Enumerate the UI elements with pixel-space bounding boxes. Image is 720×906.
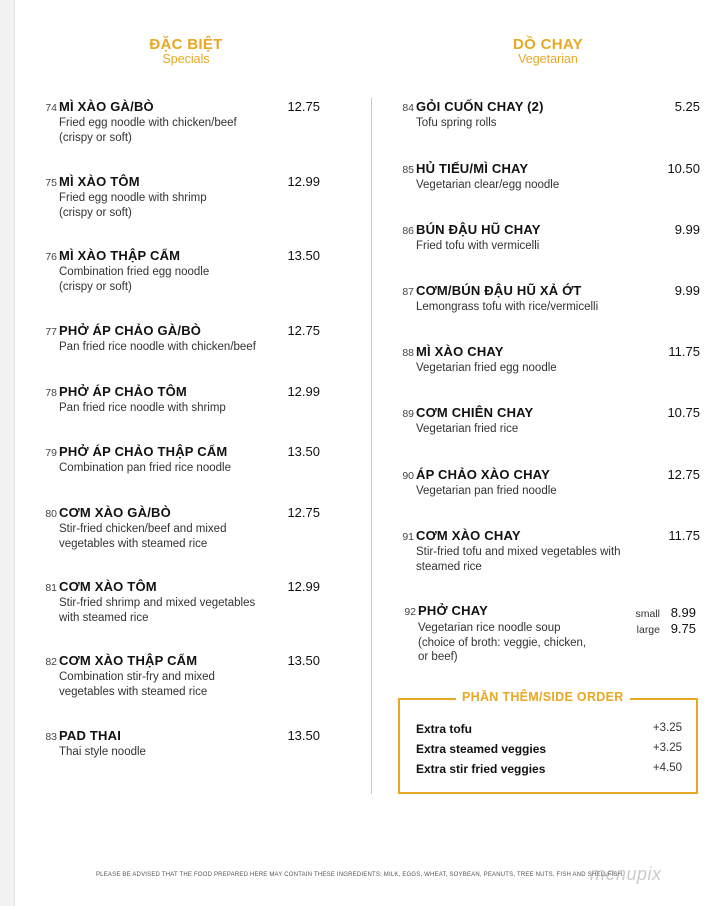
item-name: MÌ XÀO TÔM (59, 174, 140, 189)
item-description-line: (crispy or soft) (59, 280, 132, 293)
item-description (59, 596, 309, 625)
item-description-line: Combination pan fried rice noodle (59, 462, 231, 474)
item-number: 84 (402, 102, 414, 114)
item-number: 85 (402, 164, 414, 176)
item-description (416, 545, 666, 574)
side-order-title: PHẦN THÊM/SIDE ORDER (456, 690, 630, 704)
item-description-line: Stir-fried tofu and mixed vegetables with (416, 546, 621, 558)
item-price: 12.99 (287, 384, 320, 399)
item-price: 12.75 (287, 505, 320, 520)
specials-header (86, 36, 286, 66)
item-description (416, 239, 666, 254)
side-order-price: +4.50 (652, 762, 682, 774)
item-name: PHỞ ÁP CHẢO THẬP CẨM (59, 444, 228, 459)
item-price: 12.99 (287, 174, 320, 189)
item-description-line: Tofu spring rolls (416, 117, 497, 129)
item-number: 79 (45, 447, 57, 459)
item-name: PAD THAI (59, 728, 122, 743)
item-description-line: Fried egg noodle with shrimp (59, 192, 207, 204)
item-description-line: Thai style noodle (59, 746, 146, 758)
item-description-line: steamed rice (416, 560, 482, 573)
allergen-disclaimer: PLEASE BE ADVISED THAT THE FOOD PREPARED HERE MAY CONTAIN THESE INGREDIENTS: MILK, EGGS, WHEAT, SOYBEAN, PEANUTS, TREE NUTS, FISH AND SHELLFISH. (95, 872, 625, 878)
item-description (59, 670, 309, 699)
item-name: PHỞ CHAY (418, 603, 489, 618)
item-number: 74 (45, 102, 57, 114)
item-name: MÌ XÀO CHAY (416, 344, 504, 359)
item-number: 89 (402, 408, 414, 420)
item-description (418, 621, 628, 665)
item-name: CƠM XÀO GÀ/BÒ (59, 505, 171, 520)
item-price: 10.50 (667, 161, 700, 176)
side-order-price: +3.25 (652, 722, 682, 734)
item-number: 75 (45, 177, 57, 189)
item-description (416, 361, 666, 376)
item-price: 11.75 (668, 528, 700, 543)
item-price: 11.75 (668, 344, 700, 359)
item-price: 12.99 (287, 579, 320, 594)
item-name: CƠM XÀO TÔM (59, 579, 157, 594)
vegetarian-title-en: Vegetarian (518, 52, 578, 66)
item-description (416, 484, 666, 499)
specials-title-en: Specials (162, 52, 210, 66)
item-name: HỦ TIẾU/MÌ CHAY (416, 161, 529, 176)
specials-title-vi: ĐẶC BIỆT (149, 36, 223, 53)
item-price: 5.25 (674, 99, 700, 114)
vegetarian-header (448, 36, 648, 66)
item-number: 76 (45, 251, 57, 263)
item-number: 77 (45, 326, 57, 338)
item-description-line: Fried tofu with vermicelli (416, 240, 540, 252)
item-name: CƠM XÀO CHAY (416, 528, 521, 543)
item-description-line: Combination stir-fry and mixed (59, 671, 215, 683)
item-description (59, 461, 309, 476)
item-name: CƠM/BÚN ĐẬU HŨ XẢ ỚT (416, 283, 582, 298)
side-order-name: Extra steamed veggies (416, 742, 547, 756)
item-description-line: Combination fried egg noodle (59, 266, 210, 278)
item-description (59, 745, 309, 760)
item-number: 86 (402, 225, 414, 237)
item-name: GỎI CUỐN CHAY (2) (416, 99, 544, 114)
item-description-line: (crispy or soft) (59, 131, 132, 144)
item-name: CƠM XÀO THẬP CẨM (59, 653, 198, 668)
size-price: 9.75 (670, 621, 696, 636)
column-divider (371, 98, 372, 794)
item-price: 12.75 (287, 99, 320, 114)
size-price-small (628, 605, 696, 620)
side-order-name: Extra stir fried veggies (416, 762, 546, 776)
item-price: 13.50 (287, 653, 320, 668)
item-name: ÁP CHẢO XÀO CHAY (416, 467, 550, 482)
item-description-line: Vegetarian rice noodle soup (418, 622, 561, 634)
side-order-name: Extra tofu (416, 722, 473, 736)
item-number: 91 (402, 531, 414, 543)
item-name: PHỞ ÁP CHẢO GÀ/BÒ (59, 323, 202, 338)
item-number: 90 (402, 470, 414, 482)
watermark: menupix (590, 864, 662, 884)
item-price: 13.50 (287, 248, 320, 263)
item-price: 12.75 (287, 323, 320, 338)
item-description (416, 178, 666, 193)
item-description (416, 422, 666, 437)
item-price: 13.50 (287, 728, 320, 743)
item-number: 81 (45, 582, 57, 594)
item-price: 13.50 (287, 444, 320, 459)
item-description (59, 191, 309, 220)
size-label: small (635, 608, 660, 620)
item-description-line: with steamed rice (59, 611, 149, 624)
item-description-line: Vegetarian fried egg noodle (416, 362, 557, 374)
item-description-line: or beef) (418, 651, 458, 663)
item-number: 80 (45, 508, 57, 520)
item-description-line: vegetables with steamed rice (59, 537, 208, 550)
item-description-line: Vegetarian pan fried noodle (416, 485, 557, 497)
item-description (59, 522, 309, 551)
item-name: MÌ XÀO THẬP CẨM (59, 248, 181, 263)
page-edge (0, 0, 15, 906)
item-description (59, 340, 309, 355)
item-description (59, 265, 309, 294)
item-description-line: Lemongrass tofu with rice/vermicelli (416, 301, 599, 313)
item-price: 9.99 (674, 283, 700, 298)
item-description-line: Vegetarian clear/egg noodle (416, 179, 560, 191)
item-description-line: Fried egg noodle with chicken/beef (59, 117, 237, 129)
item-description-line: Pan fried rice noodle with chicken/beef (59, 341, 256, 353)
item-name: PHỞ ÁP CHẢO TÔM (59, 384, 187, 399)
item-name: CƠM CHIÊN CHAY (416, 405, 534, 420)
size-label: large (636, 624, 660, 636)
item-description-line: Vegetarian fried rice (416, 423, 519, 435)
item-number: 92 (404, 606, 416, 618)
item-price: 12.75 (667, 467, 700, 482)
item-description (416, 116, 666, 131)
item-description-line: (choice of broth: veggie, chicken, (418, 636, 587, 649)
item-name: BÚN ĐẬU HŨ CHAY (416, 222, 541, 237)
item-number: 78 (45, 387, 57, 399)
item-number: 82 (45, 656, 57, 668)
size-price: 8.99 (670, 605, 696, 620)
item-description-line: Stir-fried shrimp and mixed vegetables (59, 597, 256, 609)
item-description-line: (crispy or soft) (59, 206, 132, 219)
item-name: MÌ XÀO GÀ/BÒ (59, 99, 154, 114)
item-price: 10.75 (667, 405, 700, 420)
item-description-line: Stir-fried chicken/beef and mixed (59, 523, 227, 535)
item-number: 87 (402, 286, 414, 298)
item-price: 9.99 (674, 222, 700, 237)
item-description (59, 401, 309, 416)
item-description-line: vegetables with steamed rice (59, 685, 208, 698)
vegetarian-title-vi: DỒ CHAY (513, 36, 583, 53)
item-number: 83 (45, 731, 57, 743)
size-price-large (628, 621, 696, 636)
item-description (416, 300, 666, 315)
item-number: 88 (402, 347, 414, 359)
side-order-price: +3.25 (652, 742, 682, 754)
side-order-box (398, 690, 698, 794)
item-description (59, 116, 309, 145)
item-description-line: Pan fried rice noodle with shrimp (59, 402, 226, 414)
